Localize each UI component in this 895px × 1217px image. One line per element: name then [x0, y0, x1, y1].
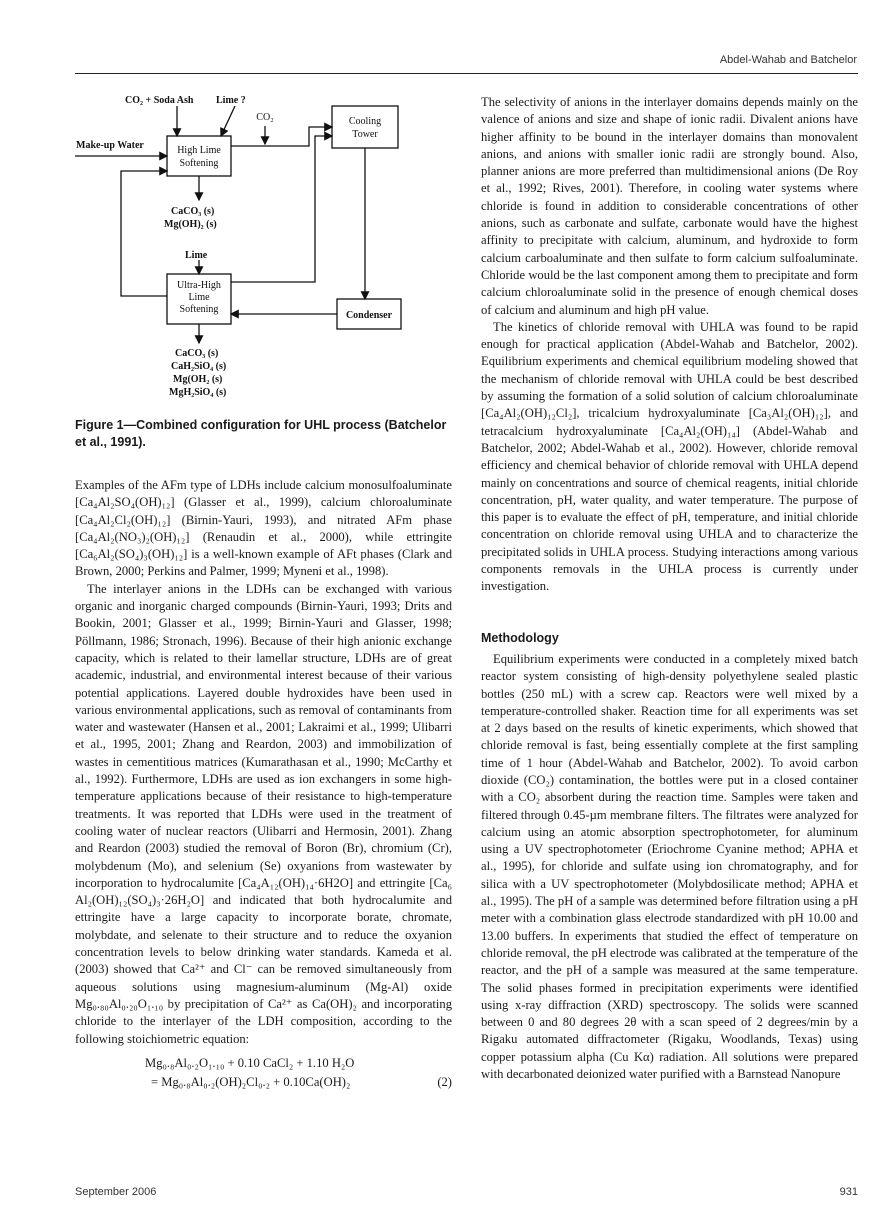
equation-line-1: Mg₀.₈Al₀.₂O₁.₁₀ + 0.10 CaCl₂ + 1.10 H₂O: [145, 1055, 355, 1070]
label-ultra-3: Softening: [179, 304, 219, 315]
figure-1: [75, 96, 452, 411]
right-paragraph-1: The selectivity of anions in the interlayer domains depends mainly on the valence of anions and size and shape of ionic radii. Divalent anions have higher affinity to be bound in the interlayer domains than monovalent anions, and anions with smaller ionic radii are strongly bound. Also, planner anions are more preferred than multidimensional anions (De Roy et al., 1992; Rives, 2001). Therefore, in cooling water systems where chloride is found in addition to considerable concentrations of other anions, such as carbonate and sulfate, carbonate would have the highest affinity to precipitate with calcium, aluminum, and hydroxide to form calcium carboaluminate and then sulfate to form calcium sulfoaluminate. Chloride would be the last component among them to precipitate and form calcium chloroaluminate solid in the presence of enough chemical doses of calcium and aluminum and high pH value.: [481, 95, 858, 317]
label-lime-q: Lime ?: [216, 96, 246, 106]
label-out2-b: CaH₂SiO₄ (s): [171, 361, 227, 372]
label-co2-soda: CO₂ + Soda Ash: [125, 96, 194, 106]
label-ultra-1: Ultra-High: [177, 280, 221, 291]
process-diagram: [75, 96, 452, 411]
right-column: [481, 94, 858, 1083]
left-paragraph-1: Examples of the AFm type of LDHs include calcium monosulfoaluminate [Ca₄Al₂SO₄(OH)₁₂] (Glasser et al., 1999), calcium chloroaluminate [Ca₄Al₂Cl₂(OH)₁₂] (Birnin-Yauri, 1993), and nitrated AFm phase [Ca₄Al₂(NO₃)₂(OH)₁₂] (Renaudin et al., 2000), while ettringite [Ca₆Al₂(SO₄)₃(OH)₁₂] is a well-known example of AFt phases (Clark and Brown, 2000; Perkins and Palmer, 1999; Myneni et al., 1998).: [75, 478, 452, 579]
label-lime: Lime: [185, 250, 208, 261]
page-number: 931: [839, 1186, 858, 1198]
tower-return-line: [231, 136, 332, 282]
label-co2: CO₂: [256, 112, 274, 123]
label-out2-c: Mg(OH₂ (s): [173, 374, 223, 385]
running-head: Abdel-Wahab and Batchelor: [719, 54, 857, 66]
label-out1-a: CaCO₃ (s): [171, 206, 215, 217]
methodology-heading: Methodology: [481, 630, 559, 645]
label-out1-b: Mg(OH)₂ (s): [164, 219, 217, 230]
recycle-line: [121, 171, 167, 296]
label-high-lime-2: Softening: [179, 158, 219, 169]
lime-q-arrow: [221, 106, 235, 136]
header-rule: [75, 73, 858, 74]
label-ultra-2: Lime: [188, 292, 210, 303]
equation-2: [75, 1054, 452, 1092]
footer-date: September 2006: [75, 1186, 157, 1198]
high-lime-box: [167, 136, 231, 176]
label-cooling-1: Cooling: [348, 116, 382, 127]
methodology-paragraph: Equilibrium experiments were conducted in a completely mixed batch reactor system consisting of high-density polyethylene sealed plastic bottles (250 mL) with a screw cap. Reactors were well mixed by a temperature-controlled shaker. Reaction time for all experiments was set at 2 days based on the results of kinetic experiments, which showed that chloride removal is fast, being essentially complete at the first sampling time of 1 hour (Abdel-Wahab and Batchelor, 2002). To avoid carbon dioxide (CO₂) contamination, the bottles were put in a closed container with a CO₂ absorbent during the reaction time. Samples were taken and filtered through 0.45-µm membrane filters. The filtrates were analyzed for calcium using an atomic absorption spectrophotometer, for aluminum using a UV spectrophotometer (Eriochrome Cyanine method; APHA et al., 1995), for chloride and sulfate using ion chromatography, and for silica with a UV spectrophotometer (Molybdosilicate method; APHA et al., 1995). The pH of a sample was determined before filtration using a pH meter with a combination glass electrode standardized with pH 10.00 and 13.00 buffers. In experiments that studied the effect of temperature on chloride removal, the pH electrode was calibrated at the temperature of the reactor, and the pH of a sample was measured at the same temperature. The solid phases formed in precipitation experiments were identified using x-ray diffraction (XRD) spectroscopy. The solids were scanned between 0 and 80 degrees 2θ with a scan speed of 2 degrees/min by a Rigaku automated diffractometer (Rigaku, Woodlands, Texas) using copper potassium alpha (Cu Kα) radiation. All solutions were prepared with decarbonated deionized water purified with a Barnstead Nanopure: [481, 651, 858, 1082]
cooling-tower-box: [332, 106, 398, 148]
label-high-lime-1: High Lime: [177, 145, 221, 156]
equation-number: (2): [437, 1074, 452, 1089]
label-cooling-2: Tower: [352, 129, 378, 140]
label-out2-a: CaCO₃ (s): [175, 348, 219, 359]
return-to-tower-line: [231, 106, 332, 286]
label-condenser: Condenser: [345, 310, 393, 321]
right-paragraph-2: The kinetics of chloride removal with UHLA was found to be rapid enough for practical application (Abdel-Wahab and Batchelor, 2002). Equilibrium experiments and chemical equilibrium modeling showed that the mechanism of chloride removal with UHLA could be best described by assuming the formation of a solid solution of calcium chloroaluminate [Ca₄Al₂(OH)₁₂Cl₂], tricalcium hydroxyaluminate [Ca₃Al₂(OH)₁₂], and tetracalcium hydroxyaluminate [Ca₄Al₂(OH)₁₄] (Abdel-Wahab and Batchelor, 2002; Abdel-Wahab et al., 2002). However, chloride removal efficiency and chemical behavior of chloride removal with UHLA depend mainly on concentrations and source of chemical reagents, initial chloride concentration, pH, water quality, and water temperature. The purpose of this paper is to evaluate the effect of pH, temperature, and initial chloride concentration on chloride removal using UHLA and to characterize the precipitated solids in UHLA process. Studying interactions among various components removals in the UHLA process is currently under investigation.: [481, 319, 858, 594]
figure-caption: Figure 1—Combined configuration for UHL process (Batchelor et al., 1991).: [75, 418, 447, 449]
left-column: [75, 96, 452, 1092]
label-makeup: Make-up Water: [76, 140, 144, 151]
label-out2-d: MgH₂SiO₄ (s): [169, 387, 227, 398]
equation-line-2: = Mg₀.₈Al₀.₂(OH)₂Cl₀.₂ + 0.10Ca(OH)₂: [151, 1074, 351, 1089]
left-paragraph-2: The interlayer anions in the LDHs can be exchanged with various organic and inorganic charged compounds (Birnin-Yauri, 1993; Drits and Bookin, 2001; Glasser et al., 1999; Birnin-Yauri and Glasser, 1998; Pöllmann, 1986; Stronach, 1996). Because of their high anionic exchange capacity, which is related to their lamellar structure, LDHs are of great academic, industrial, and environmental interest because of their various potential applications. Layered double hydroxides have been used in various environmental applications, such as removal of contaminants from water and wastewater (Hansen et al., 2001; Lakraimi et al., 1999; Ulibarri et al., 1995, 2001; Zhang and Reardon, 2003) and immobilization of wastes in cementitious matrices (Kumarathasan et al., 1990; McCarthy et al., 1992). Furthermore, LDHs are used as ion exchangers in some high-temperature applications because of their resistance to high-temperature treatments. It was reported that LDHs were used in the treatment of cooling water of nuclear reactors (Ulibarri and Hermosin, 2001). Zhang and Reardon (2003) studied the removal of Boron (Br), chromium (Cr), molybdenum (Mo), and selenium (Se) oxyanions from wastewater by incorporation to hydrocalumite [Ca₄A₁₂(OH)₁₄·6H2O] and ettringite [Ca₆ Al₂(OH)₁₂(SO₄)₃·26H₂O] and indicated that both hydrocalumite and ettringite have a large capacity to incorporate borate, chromate, molybdate, and selenate to their structure and to reduce the oxyanion concentration levels to below drinking water standards. Kameda et al. (2003) showed that Ca²⁺ and Cl⁻ can be removed simultaneously from aqueous solutions using magnesium-aluminum (Mg-Al) oxide Mg₀.₈₀Al₀.₂₀O₁.₁₀ by precipitation of Ca²⁺ as Ca(OH)₂ and incorporating chloride to the interlayer of the LDH composition, according to the following stoichiometric equation:: [75, 581, 452, 1046]
